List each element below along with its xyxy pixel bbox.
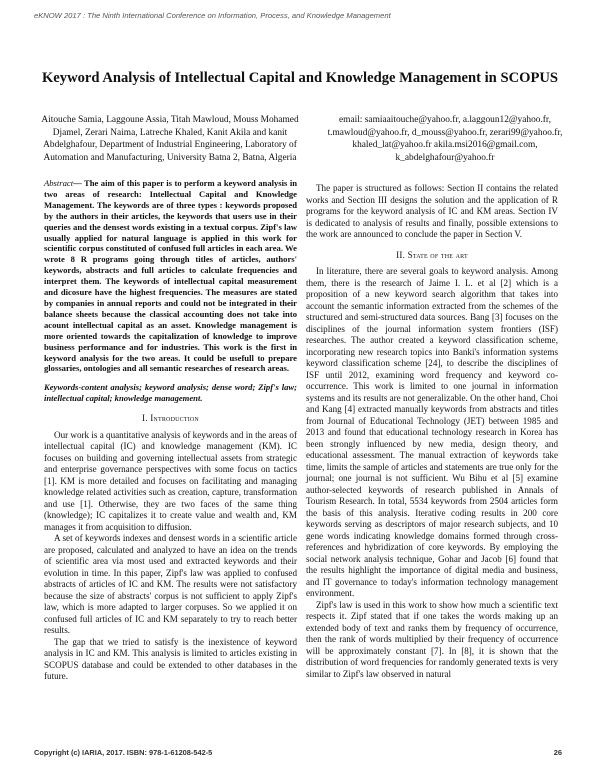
paper-title: Keyword Analysis of Intellectual Capital and Knowledge Management in SCOPUS bbox=[41, 70, 559, 86]
abstract-label: Abstract bbox=[44, 178, 74, 188]
abstract bbox=[44, 178, 297, 374]
state-of-art-paragraph-2: Zipf's law is used in this work to show how much a scientific text respects it. Zipf stated that if one takes the words making up an extended body of text and ranks them by frequency of occurrence, then the rank of words multiplied by their frequency of occurrence will be approximately constant [7]. In [8], it is shown that the distribution of word frequencies for randomly generated texts is very similar to Zipf's law observed in natural bbox=[306, 599, 558, 679]
author-emails: email: samiaaitouche@yahoo.fr, a.laggoun12@yahoo.fr, t.mawloud@yahoo.fr, d_mouss@yahoo.fr, zerari99@yahoo.fr, khaled_lat@yahoo.fr akila.msi2016@gmail.com, k_abdelghafour@yahoo.fr bbox=[327, 115, 563, 163]
page-number: 26 bbox=[553, 748, 562, 757]
intro-paragraph-2: A set of keywords indexes and densest words in a scientific article are proposed, calculated and analyzed to have an idea on the trends of scientific area via most used and extracted keywords and their evolution in time. In this paper, Zipf's law was applied to confused abstracts of articles of IC and KM. The results were not satisfactory because the size of abstracts' corpus is not sufficient to apply Zipf's law, which is more adapted to larger corpuses. So we applied it on confused full articles of IC and KM separately to try to reach better results. bbox=[44, 533, 297, 636]
structure-paragraph: The paper is structured as follows: Section II contains the related works and Section III designs the solution and the application of R programs for the keyword analysis of IC and KM areas. Section IV is dedicated to analysis of results and finally, possible extensions to the work are announced to conclude the paper in Section V. bbox=[306, 183, 558, 239]
keywords: Keywords-content analysis; keyword analysis; dense word; Zipf's law; intellectual capital; knowledge management. bbox=[44, 382, 297, 404]
intro-paragraph-3: The gap that we tried to satisfy is the inexistence of keyword analysis in IC and KM. This analysis is limited to articles existing in SCOPUS database and could be extended to other databases in the future. bbox=[44, 636, 297, 682]
right-column bbox=[306, 183, 558, 680]
section-heading-state-of-the-art: II. State of the art bbox=[396, 249, 468, 260]
copyright-isbn: Copyright (c) IARIA, 2017. ISBN: 978-1-61208-542-5 bbox=[34, 748, 213, 757]
section-heading-introduction: I. Introduction bbox=[142, 413, 199, 424]
author-affiliations: Aitouche Samia, Laggoune Assia, Titah Mawloud, Mouss Mohamed Djamel, Zerari Naima, Latreche Khaled, Kanit Akila and kanit Abdelghafour, Department of Industrial Engineering, Laboratory of Automation and Manufacturing, University Batna 2, Batna, Algeria bbox=[41, 115, 299, 163]
running-head: eKNOW 2017 : The Ninth International Conference on Information, Process, and Knowledge Management bbox=[34, 11, 391, 20]
intro-paragraph-1: Our work is a quantitative analysis of keywords and in the areas of intellectual capital (IC) and knowledge management (KM). IC focuses on building and governing intellectual assets from strategic and enterprise governance perspectives with some focus on tactics [1]. KM is more detailed and focuses on facilitating and managing knowledge related activities such as creation, capture, transformation and use [1]. Otherwise, they are two faces of the same thing (knowledge); IC capitalizes it to create value and wealth and, KM manages it from acquisition to diffusion. bbox=[44, 429, 297, 532]
left-column bbox=[44, 178, 297, 683]
state-of-art-paragraph-1: In literature, there are several goals to keyword analysis. Among them, there is the research of Jaime I. L. et al [2] which is a proposition of a new keyword search algorithm that takes into account the semantic information extracted from the schemes of the structured and semi-structured data sources. Bang [3] focuses on the disciplines of the journal information system frontiers (ISF) researches. The author created a keyword classification scheme, incorporating new research topics into Banki's information systems keyword classification scheme [24], to describe the disciplines of ISF until 2012, examining word frequency and keyword co-occurrence. This work is limited to one journal in information systems and its results are not generalizable. On the other hand, Choi and Kang [4] extracted manually keywords from abstracts and titles from Journal of Educational Technology (JET) between 1985 and 2013 and found that educational technology research in Korea has been strongly influenced by new media, design theory, and educational assessment. The manual extraction of keywords take time, limits the sample of articles and statements are true only for the journal; one journal is not sufficient. Wu Bihu et al [5] examine author-selected keywords of research published in Annals of Tourism Research. In total, 5534 keywords from 2504 articles form the basis of this analysis. Iterative coding results in 200 core keywords serving as descriptors of major research subjects, and 10 gene words indicating knowledge domains formed through cross-references and hybridization of core keywords. By employing the social network analysis technique, Gohar and Jacob [6] found that the results highlight the importance of digital media and business, and IT governance to today's information technology management environment. bbox=[306, 266, 558, 598]
abstract-text: — The aim of this paper is to perform a keyword analysis in two areas of research: Intellectual Capital and Knowledge Management. The keywords are of three types : keywords proposed by the authors in their articles, the keywords that users use in their queries and the densest words existing in a textual corpus. Zipf's law usually applied for natural language is applied in this work for scientific corpus constituted of confused full articles in each area. We wrote 8 R programs going through titles of articles, authors' keywords, abstracts and full articles to calculate frequencies and interpret them. The keywords of intellectual capital measurement and dicosure have the highest frequencies. The measures are stated by companies in annual reports and could not be integrated in their balance sheets because the classical accounting does not take into acount intellectual capital as an asset. Knowledge management is more oriented towards the capitalization of knowledge to improve business performance and for industries. This work is the first in keyword analysis for the two areas. It could be usefull to prepare glossaries, ontologies and all semantic researches of research areas. bbox=[44, 178, 297, 374]
